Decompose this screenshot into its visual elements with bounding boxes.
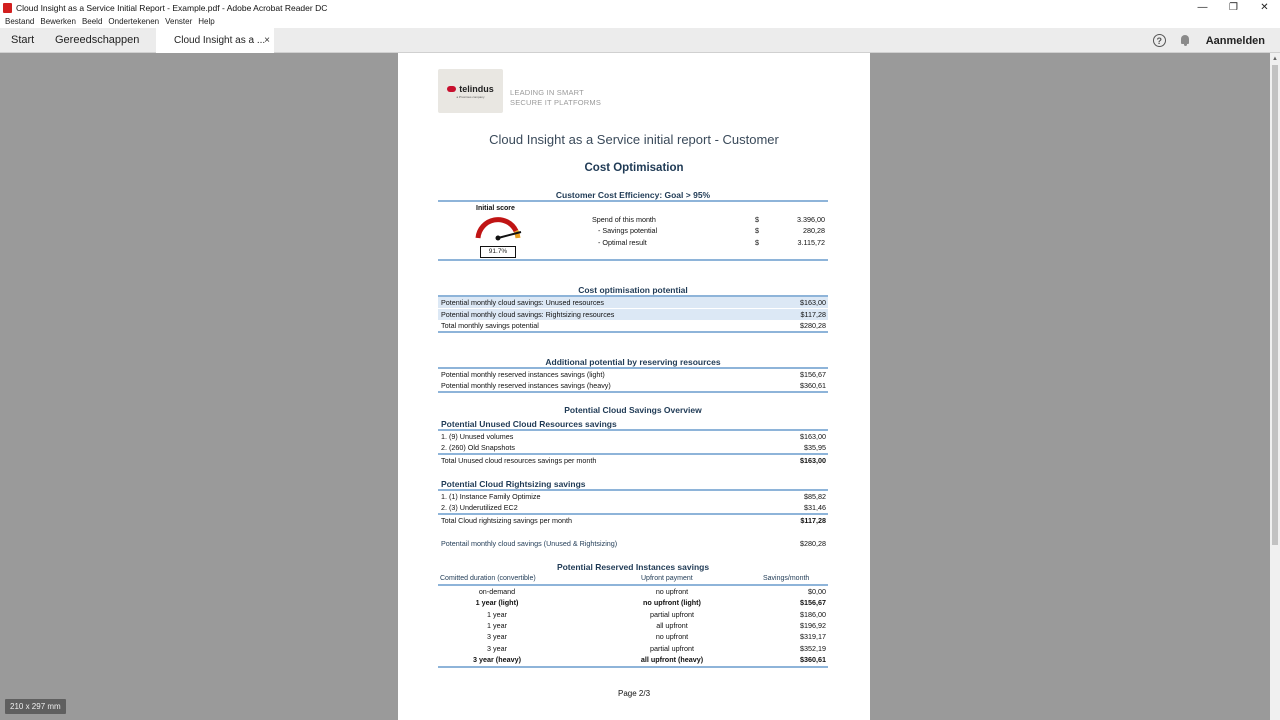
page-number: Page 2/3 bbox=[617, 689, 651, 698]
menu-bar bbox=[0, 15, 1280, 28]
scroll-up-icon[interactable]: ▲ bbox=[1272, 56, 1278, 62]
tagline-line-2: SECURE IT PLATFORMS bbox=[510, 97, 602, 107]
company-tagline bbox=[510, 88, 601, 107]
menu-ondertekenen[interactable]: Ondertekenen bbox=[108, 17, 160, 26]
table-row: 2. (3) Underutilized EC2 $31,46 bbox=[441, 503, 826, 512]
table-row-total: Total Unused cloud resources savings per month $163,00 bbox=[441, 456, 826, 465]
scroll-thumb[interactable] bbox=[1272, 65, 1278, 545]
menu-bewerken[interactable]: Bewerken bbox=[40, 17, 76, 26]
page-size-badge: 210 x 297 mm bbox=[5, 699, 66, 714]
table-row: 1 year partial upfront $186,00 bbox=[487, 610, 826, 619]
menu-venster[interactable]: Venster bbox=[165, 17, 193, 26]
section-divider bbox=[438, 331, 828, 333]
company-logo bbox=[438, 69, 503, 113]
table-row: Potential monthly cloud savings: Unused resources $163,00 bbox=[438, 297, 828, 308]
savings-potential-label: - Savings potential bbox=[598, 226, 658, 235]
efficiency-heading: Customer Cost Efficiency: Goal > 95% bbox=[555, 190, 711, 200]
tab-document-label: Cloud Insight as a ... bbox=[174, 35, 266, 46]
help-icon[interactable]: ? bbox=[1153, 34, 1166, 47]
optimal-result-value: 3.115,72 bbox=[797, 238, 825, 247]
close-window-button[interactable]: ✕ bbox=[1260, 2, 1269, 13]
overview-heading: Potential Cloud Savings Overview bbox=[564, 405, 702, 415]
menu-beeld[interactable]: Beeld bbox=[81, 17, 103, 26]
col-head-duration: Comitted duration (convertible) bbox=[440, 575, 536, 582]
window-title: Cloud Insight as a Service Initial Report - Example.pdf - Adobe Acrobat Reader DC bbox=[16, 2, 328, 13]
optimal-result-currency: $ bbox=[755, 238, 759, 247]
logo-name: telindus bbox=[459, 83, 494, 94]
table-row: Potential monthly reserved instances savings (heavy) $360,61 bbox=[441, 381, 826, 390]
savings-potential-currency: $ bbox=[755, 226, 759, 235]
menu-help[interactable]: Help bbox=[198, 17, 215, 26]
table-row-total: Total Cloud rightsizing savings per month $117,28 bbox=[441, 516, 826, 525]
signin-button[interactable]: Aanmelden bbox=[1205, 34, 1265, 47]
tab-bar bbox=[0, 28, 1280, 53]
col-head-savings: Savings/month bbox=[763, 575, 810, 582]
section-divider bbox=[438, 259, 828, 261]
pdf-page bbox=[398, 53, 870, 720]
section-divider bbox=[438, 200, 828, 202]
acrobat-icon bbox=[3, 3, 12, 13]
tagline-line-1: LEADING IN SMART bbox=[510, 88, 584, 97]
score-label: Initial score bbox=[476, 205, 515, 212]
minimize-button[interactable]: — bbox=[1197, 2, 1208, 13]
col-head-payment: Upfront payment bbox=[641, 575, 693, 582]
table-row: 3 year partial upfront $352,19 bbox=[487, 644, 826, 653]
table-row: 1. (1) Instance Family Optimize $85,82 bbox=[441, 492, 826, 501]
table-row: 1. (9) Unused volumes $163,00 bbox=[441, 432, 826, 441]
restore-button[interactable]: ❐ bbox=[1229, 2, 1238, 13]
additional-heading: Additional potential by reserving resources bbox=[545, 357, 721, 367]
table-row: 2. (260) Old Snapshots $35,95 bbox=[441, 443, 826, 452]
table-row: Potential monthly cloud savings: Rightsizing resources $117,28 bbox=[438, 309, 828, 320]
spend-value: 3.396,00 bbox=[797, 215, 825, 224]
logo-subtext: a Proximus company bbox=[456, 94, 485, 99]
combined-savings-row: Potentail monthly cloud savings (Unused & Rightsizing) $280,28 bbox=[441, 539, 826, 548]
spend-label: Spend of this month bbox=[592, 215, 656, 224]
rightsizing-heading: Potential Cloud Rightsizing savings bbox=[441, 479, 586, 489]
tab-tools[interactable]: Gereedschappen bbox=[55, 34, 140, 46]
potential-heading: Cost optimisation potential bbox=[578, 285, 688, 295]
score-value: 91.7% bbox=[480, 246, 516, 258]
table-row: 3 year no upfront $319,17 bbox=[487, 632, 826, 641]
reserved-heading: Potential Reserved Instances savings bbox=[556, 562, 710, 572]
window-controls bbox=[1187, 0, 1280, 15]
table-row: on-demand no upfront $0,00 bbox=[478, 587, 826, 596]
report-title: Cloud Insight as a Service initial report - Customer bbox=[489, 132, 779, 147]
vertical-scrollbar[interactable] bbox=[1270, 53, 1280, 720]
bell-icon[interactable] bbox=[1180, 35, 1190, 46]
savings-potential-value: 280,28 bbox=[803, 226, 825, 235]
section-divider bbox=[438, 666, 828, 668]
table-row: 3 year (heavy) all upfront (heavy) $360,61 bbox=[473, 655, 826, 664]
tab-document[interactable] bbox=[156, 28, 274, 53]
tab-start[interactable]: Start bbox=[11, 34, 35, 46]
unused-heading: Potential Unused Cloud Resources savings bbox=[441, 419, 617, 429]
logo-mark-icon bbox=[447, 86, 456, 92]
table-row: Total monthly savings potential $280,28 bbox=[441, 321, 826, 330]
score-gauge-icon bbox=[472, 211, 528, 245]
report-subtitle: Cost Optimisation bbox=[584, 162, 684, 174]
menu-bestand[interactable]: Bestand bbox=[5, 17, 35, 26]
close-tab-icon[interactable]: × bbox=[264, 35, 270, 46]
spend-currency: $ bbox=[755, 215, 759, 224]
toolbar-right bbox=[1153, 28, 1280, 53]
title-bar bbox=[0, 0, 1280, 15]
table-row: 1 year all upfront $196,92 bbox=[487, 621, 826, 630]
section-divider bbox=[438, 391, 828, 393]
table-row: Potential monthly reserved instances savings (light) $156,67 bbox=[441, 370, 826, 379]
table-row: 1 year (light) no upfront (light) $156,67 bbox=[475, 598, 826, 607]
optimal-result-label: - Optimal result bbox=[598, 238, 647, 247]
